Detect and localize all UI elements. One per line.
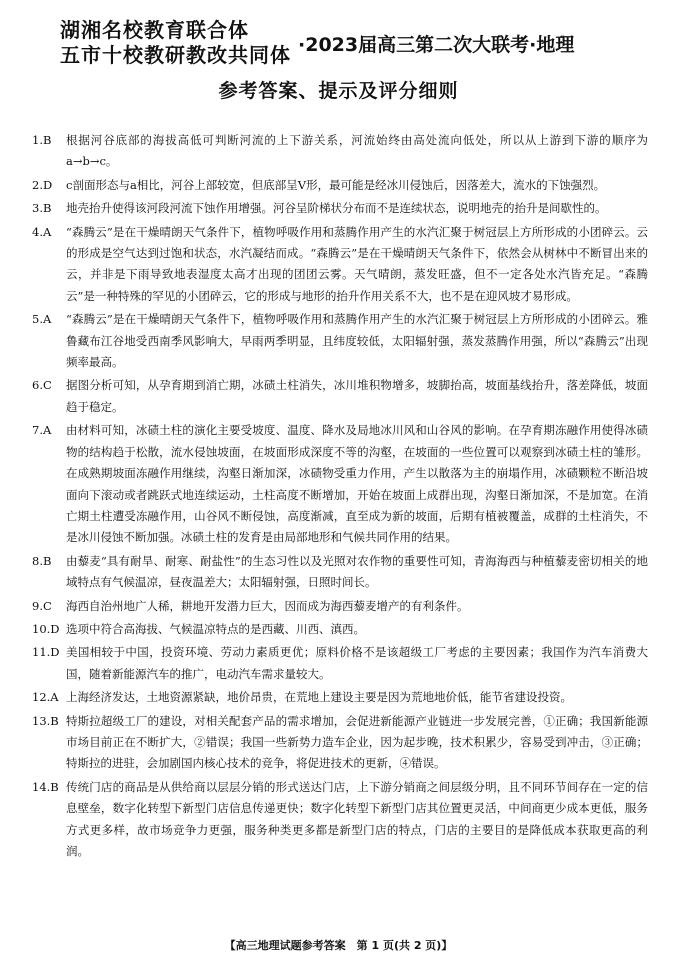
organizer-names [60,18,291,68]
answer-number: 7.A [32,423,52,438]
answer-number: 9.C [32,598,52,613]
answer-number: 2.D [32,177,53,192]
answer-number: 6.C [32,378,52,393]
answer-number: 1.B [32,133,52,147]
page-footer: 【高三地理试题参考答案 第 1 页(共 2 页)】 [224,939,453,952]
answer-text: “森腾云”是在干燥晴朗天气条件下，植物呼吸作用和蒸腾作用产生的水汽汇聚于树冠层上方所形成的小团碎云。云的形成是空气达到过饱和状态，水汽凝结而成。“森腾云”是在干燥晴朗天气条件下，依然会从树林中不断冒出来的云，并非是下雨导致地表湿度太高才出现的团团云雾。天气晴朗，蒸发旺盛，但不一定各处水汽皆充足。“森腾云”是一种特殊的罕见的小团碎云，它的形成与地形的抬升作用关系不大，也不是在迎风坡才易形成。 [66,224,648,303]
answer-text: 据图分析可知，从孕育期到消亡期，冰碛土柱消失，冰川堆积物增多，坡脚抬高，坡面基线抬升，落差降低，坡面趋于稳定。 [66,378,648,414]
answer-number: 12.A [32,690,59,705]
answer-text: c剖面形态与a相比，河谷上部较宽，但底部呈V形，最可能是经冰川侵蚀后，因落差大，流水的下蚀强烈。 [66,177,606,192]
answer-list [32,130,648,864]
answer-text: 上海经济发达，土地资源紧缺，地价昂贵，在荒地上建设主要是因为荒地地价低，能节省建设投资。 [66,690,572,705]
answer-item-5 [32,309,648,373]
answer-text: 海西自治州地广人稀，耕地开发潜力巨大，因而成为海西藜麦增产的有利条件。 [66,598,469,613]
answer-item-12 [32,687,648,708]
answer-item-14 [32,777,648,863]
answer-text: 由藜麦“具有耐旱、耐寒、耐盐性”的生态习性以及光照对农作物的重要性可知，青海海西与种植藜麦密切相关的地域特点有气候温凉，昼夜温差大；太阳辐射强，日照时间长。 [66,553,648,590]
answer-item-4 [32,222,648,308]
answer-number: 14.B [32,779,59,794]
answer-number: 4.A [32,224,52,239]
organizer-line-2: 五市十校教研教改共同体 [60,43,291,67]
answer-number: 10.D [32,621,60,636]
answer-number: 8.B [32,553,52,568]
answer-number: 11.D [32,645,60,660]
answer-item-1 [32,130,648,173]
page-subtitle: 参考答案、提示及评分细则 [218,80,459,102]
answer-text: 美国相较于中国，投资环境、劳动力素质更优；原料价格不是该超级工厂考虑的主要因素；我国作为汽车消费大国，随着新能源汽车的推广，电动汽车需求量较大。 [66,645,648,681]
answer-text: 地壳抬升使得该河段河流下蚀作用增强。河谷呈阶梯状分布而不是连续状态，说明地壳的抬升是间歇性的。 [66,201,607,216]
answer-text: 选项中符合高海拔、气候温凉特点的是西藏、川西、滇西。 [66,621,365,636]
answer-item-13 [32,711,648,775]
answer-item-10 [32,619,648,640]
answer-text: 根据河谷底部的海拔高低可判断河流的上下游关系，河流始终由高处流向低处，所以从上游到下游的顺序为 a→b→c。 [66,133,648,169]
answer-item-9 [32,596,648,617]
answer-item-11 [32,642,648,685]
answer-text: 由材料可知，冰碛土柱的演化主要受坡度、温度、降水及局地冰川风和山谷风的影响。在孕育期冻融作用使得冰碛物的结构趋于松散，流水侵蚀坡面，在坡面形成深度不等的沟壑，在坡面的一些位置可以观察到冰碛土柱的雏形。在成熟期坡面冻融作用继续，沟壑日渐加深，冰碛物受重力作用，产生以散落为主的崩塌作用，冰碛颗粒不断沿坡面向下滚动或者跳跃式地连续运动，土柱高度不断增加，开始在坡面上成群出现，沟壑日渐加深，不是加宽。在消亡期土柱遭受冻融作用，山谷风不断侵蚀，高度渐减，直至成为新的坡面，后期有植被覆盖，成群的土柱消失，不是冰川侵蚀不断加强。冰碛土柱的发育是由局部地形和气候共同作用的结果。 [66,423,648,545]
answer-number: 13.B [32,713,59,728]
answer-number: 5.A [32,312,52,327]
answer-item-7 [32,420,648,548]
answer-text: 特斯拉超级工厂的建设，对相关配套产品的需求增加，会促进新能源产业链进一步发展完善，①正确；我国新能源市场目前正在不断扩大，②错误；我国一些新势力造车企业，因为起步晚，技术积累少，容易受到冲击，③正确；特斯拉的进驻，会加剧国内核心技术的竞争，将促进技术的更新，④错误。 [66,713,648,771]
answer-text: “森腾云”是在干燥晴朗天气条件下，植物呼吸作用和蒸腾作用产生的水汽汇聚于树冠层上方所形成的小团碎云。雅鲁藏布江谷地受西南季风影响大，早雨两季明显，且纬度较低，太阳辐射强，蒸发蒸腾作用强，所以“森腾云”出现频率最高。 [66,312,648,370]
answer-item-3 [32,198,648,219]
answer-text: 传统门店的商品是从供给商以层层分销的形式送达门店，上下游分销商之间层级分明，且不同环节间存在一定的信息壁垒，数字化转型下新型门店信息传递更快；数字化转型下新型门店其位置更灵活，中间商更少成本更低，服务方式更多样，故市场竞争力更强，服务种类更多都是新型门店的特点，门店的主要目的是降低成本获取更高的利润。 [66,779,648,858]
answer-number: 3.B [32,201,52,216]
header [60,18,660,74]
answer-item-2 [32,175,648,196]
answer-item-6 [32,375,648,418]
answer-item-8 [32,551,648,594]
organizer-line-1: 湖湘名校教育联合体 [60,18,249,42]
exam-title: ·2023届高三第二次大联考·地理 [298,34,575,56]
